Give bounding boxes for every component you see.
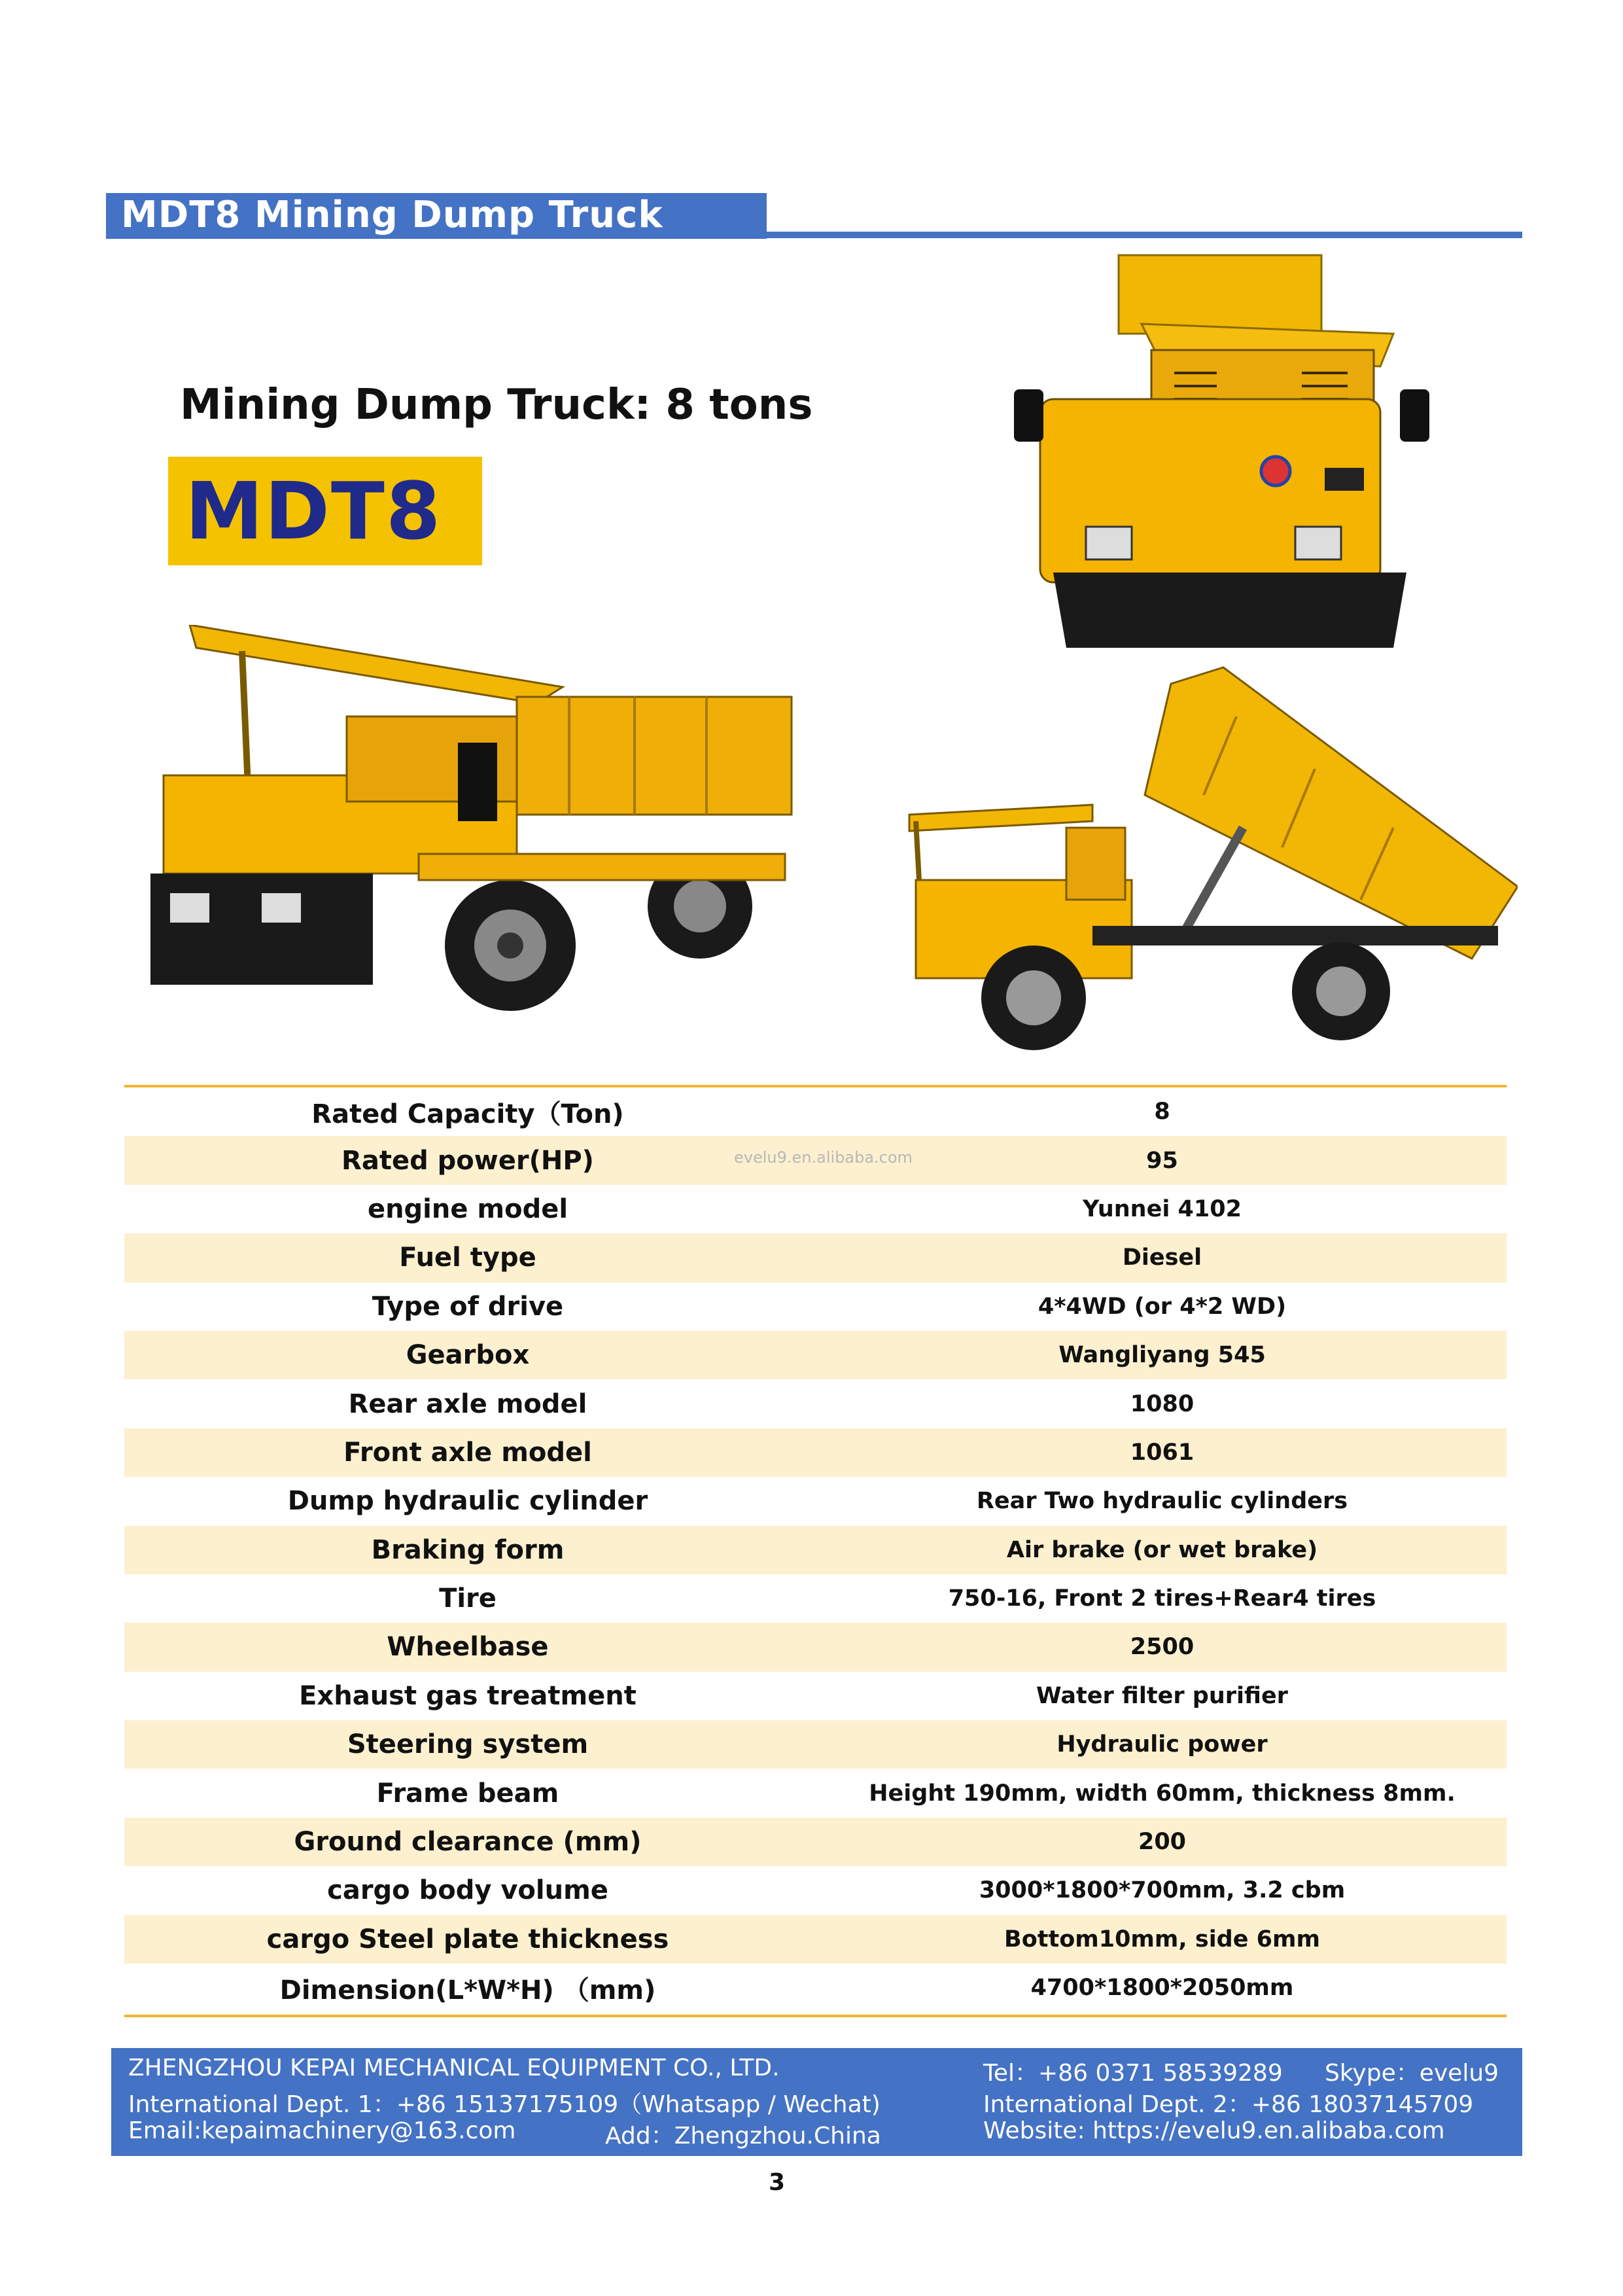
table-row — [124, 1964, 1507, 2012]
spec-key: Braking form — [371, 1534, 565, 1565]
spec-key: cargo Steel plate thickness — [266, 1924, 669, 1954]
table-row — [124, 1282, 1507, 1331]
spec-key: Rear axle model — [348, 1388, 587, 1419]
table-row — [124, 1526, 1507, 1574]
spec-value: Hydraulic power — [1056, 1731, 1268, 1758]
intl-dept2-text: International Dept. 2：+86 18037145709 — [983, 2091, 1474, 2118]
spec-value: 2500 — [1130, 1634, 1195, 1661]
email-text: Email:kepaimachinery@163.com — [128, 2117, 516, 2144]
spec-value: 4*4WD (or 4*2 WD) — [1038, 1293, 1287, 1320]
table-row — [124, 1769, 1507, 1817]
spec-key: Gearbox — [406, 1340, 530, 1371]
contact-footer — [111, 2048, 1522, 2156]
tel-text: Tel：+86 0371 58539289 — [983, 2060, 1283, 2087]
spec-value: Water filter purifier — [1036, 1682, 1288, 1709]
header-rule — [767, 232, 1522, 238]
truck-side-photo — [144, 625, 798, 1017]
table-bottom-rule — [124, 2015, 1507, 2017]
spec-key: Type of drive — [372, 1291, 564, 1322]
page-title: MDT8 Mining Dump Truck — [121, 194, 663, 236]
spec-value: 1061 — [1130, 1439, 1195, 1466]
spec-table — [124, 1087, 1507, 2012]
spec-value: 4700*1800*2050mm — [1030, 1975, 1294, 2002]
table-row — [124, 1379, 1507, 1428]
spec-key: Exhaust gas treatment — [299, 1680, 637, 1711]
spec-value: 200 — [1138, 1829, 1187, 1856]
spec-value: 95 — [1146, 1147, 1178, 1174]
table-row — [124, 1720, 1507, 1769]
spec-key: Frame beam — [376, 1778, 559, 1809]
spec-key: engine model — [367, 1193, 568, 1224]
spec-value: Diesel — [1122, 1245, 1202, 1271]
spec-value: Bottom10mm, side 6mm — [1004, 1926, 1320, 1952]
spec-value: Height 190mm, width 60mm, thickness 8mm. — [869, 1780, 1456, 1807]
address-text: Add：Zhengzhou.China — [605, 2123, 881, 2149]
spec-value: Wangliyang 545 — [1058, 1342, 1266, 1369]
truck-front-photo — [1001, 252, 1433, 658]
table-row — [124, 1623, 1507, 1671]
skype-text: Skype：evelu9 — [1325, 2060, 1499, 2087]
spec-value: 3000*1800*700mm, 3.2 cbm — [979, 1877, 1346, 1904]
spec-key: Ground clearance (mm) — [294, 1827, 642, 1858]
spec-key: Dump hydraulic cylinder — [287, 1486, 648, 1517]
spec-value: 8 — [1154, 1099, 1170, 1125]
spec-key: Rated power(HP) — [341, 1145, 594, 1176]
truck-dumping-photo — [896, 664, 1518, 1057]
spec-key: cargo body volume — [327, 1875, 608, 1906]
website-text: Website: https://evelu9.en.alibaba.com — [983, 2117, 1445, 2144]
page-number: 3 — [769, 2169, 786, 2196]
spec-key: Steering system — [347, 1729, 589, 1760]
table-row — [124, 1477, 1507, 1525]
spec-value: Rear Two hydraulic cylinders — [976, 1488, 1348, 1515]
spec-key: Rated Capacity（Ton) — [311, 1099, 624, 1129]
watermark: evelu9.en.alibaba.com — [734, 1148, 913, 1167]
table-row — [124, 1818, 1507, 1866]
spec-value: Yunnei 4102 — [1083, 1195, 1242, 1222]
table-row — [124, 1574, 1507, 1623]
table-row — [124, 1185, 1507, 1233]
intl-dept1-text: International Dept. 1：+86 15137175109（Whatsapp / Wechat) — [128, 2091, 881, 2118]
table-row — [124, 1672, 1507, 1720]
spec-value: 750-16, Front 2 tires+Rear4 tires — [948, 1585, 1376, 1612]
table-row — [124, 1087, 1507, 1136]
table-row — [124, 1915, 1507, 1964]
table-row — [124, 1233, 1507, 1282]
company-name: ZHENGZHOU KEPAI MECHANICAL EQUIPMENT CO., LTD. — [128, 2055, 780, 2081]
spec-key: Front axle model — [343, 1437, 592, 1468]
spec-key: Fuel type — [399, 1243, 536, 1273]
model-badge-text: MDT8 — [185, 467, 442, 557]
spec-key: Tire — [439, 1583, 497, 1614]
table-row — [124, 1331, 1507, 1379]
product-subtitle: Mining Dump Truck: 8 tons — [180, 381, 813, 429]
spec-key: Dimension(L*W*H) （mm) — [279, 1975, 656, 2005]
table-row — [124, 1428, 1507, 1477]
table-row — [124, 1866, 1507, 1915]
spec-value: 1080 — [1130, 1390, 1195, 1417]
spec-value: Air brake (or wet brake) — [1006, 1536, 1318, 1563]
spec-key: Wheelbase — [387, 1632, 549, 1663]
